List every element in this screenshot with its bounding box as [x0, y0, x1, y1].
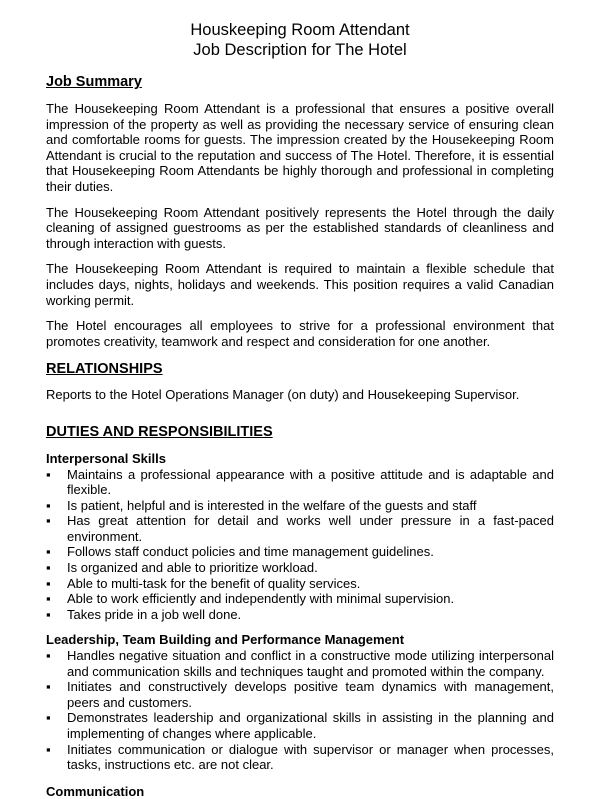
bullet-icon: ▪ [46, 648, 51, 664]
document-title [46, 0, 554, 60]
summary-paragraph: The Housekeeping Room Attendant is a professional that ensures a positive overall impression of the property as well as providing the necessary service of ensuring clean and comfortable rooms for guests. The impression created by the Housekeeping Room Attendant is crucial to the reputation and success of The Hotel. Therefore, it is essential that Housekeeping Room Attendants be highly thorough and professional in completing their duties. [46, 101, 554, 194]
leadership-list [46, 648, 554, 773]
bullet-icon: ▪ [46, 591, 51, 607]
relationships-heading: RELATIONSHIPS [46, 361, 163, 378]
bullet-icon: ▪ [46, 513, 51, 529]
summary-paragraph: The Housekeeping Room Attendant positively represents the Hotel through the daily cleaning of assigned guestrooms as per the established standards of cleanliness and through interaction with guests. [46, 204, 554, 251]
relationships-text: Reports to the Hotel Operations Manager (on duty) and Housekeeping Supervisor. [46, 387, 520, 403]
bullet-icon: ▪ [46, 560, 51, 576]
summary-paragraph: The Hotel encourages all employees to strive for a professional environment that promotes creativity, teamwork and respect and consideration for one another. [46, 318, 554, 349]
bullet-icon: ▪ [46, 497, 51, 513]
interpersonal-skills-list [46, 467, 554, 623]
list-item: ▪ Demonstrates leadership and organizational skills in assisting in the planning and implementing of changes where applicable. [46, 710, 554, 741]
list-item: ▪ Able to work efficiently and independently with minimal supervision. [46, 591, 455, 607]
leadership-heading: Leadership, Team Building and Performance Management [46, 632, 405, 648]
duties-heading: DUTIES AND RESPONSIBILITIES [46, 423, 273, 440]
bullet-icon: ▪ [46, 606, 51, 622]
list-item: ▪ Initiates and constructively develops positive team dynamics with management, peers and customers. [46, 679, 554, 710]
list-item: ▪ Has great attention for detail and works well under pressure in a fast-paced environment. [46, 513, 554, 544]
bullet-icon: ▪ [46, 544, 51, 560]
title-line-2: Job Description for The Hotel [193, 41, 407, 59]
job-summary-heading: Job Summary [46, 74, 142, 90]
bullet-icon: ▪ [46, 710, 51, 726]
list-item: ▪ Handles negative situation and conflict in a constructive mode utilizing interpersonal and communication skills and techniques taught and promoted within the company. [46, 648, 554, 679]
list-item: ▪ Initiates communication or dialogue with supervisor or manager when processes, tasks, instructions etc. are not clear. [46, 741, 554, 773]
interpersonal-skills-heading: Interpersonal Skills [46, 450, 166, 466]
bullet-icon: ▪ [46, 575, 51, 591]
bullet-icon: ▪ [46, 741, 51, 757]
list-item: ▪ Is organized and able to prioritize workload. [46, 560, 318, 576]
list-item: ▪ Takes pride in a job well done. [46, 606, 242, 622]
title-line-1: Houskeeping Room Attendant [190, 21, 410, 39]
bullet-icon: ▪ [46, 466, 51, 482]
list-item: ▪ Is patient, helpful and is interested in the welfare of the guests and staff [46, 497, 477, 513]
list-item: ▪ Able to multi-task for the benefit of quality services. [46, 575, 361, 591]
list-item: ▪ Follows staff conduct policies and time management guidelines. [46, 544, 434, 560]
communication-heading: Communication [46, 783, 145, 799]
summary-paragraph: The Housekeeping Room Attendant is required to maintain a flexible schedule that includes days, nights, holidays and weekends. This position requires a valid Canadian working permit. [46, 261, 554, 308]
list-item: ▪ Maintains a professional appearance with a positive attitude and is adaptable and flexible. [46, 466, 554, 498]
bullet-icon: ▪ [46, 679, 51, 695]
